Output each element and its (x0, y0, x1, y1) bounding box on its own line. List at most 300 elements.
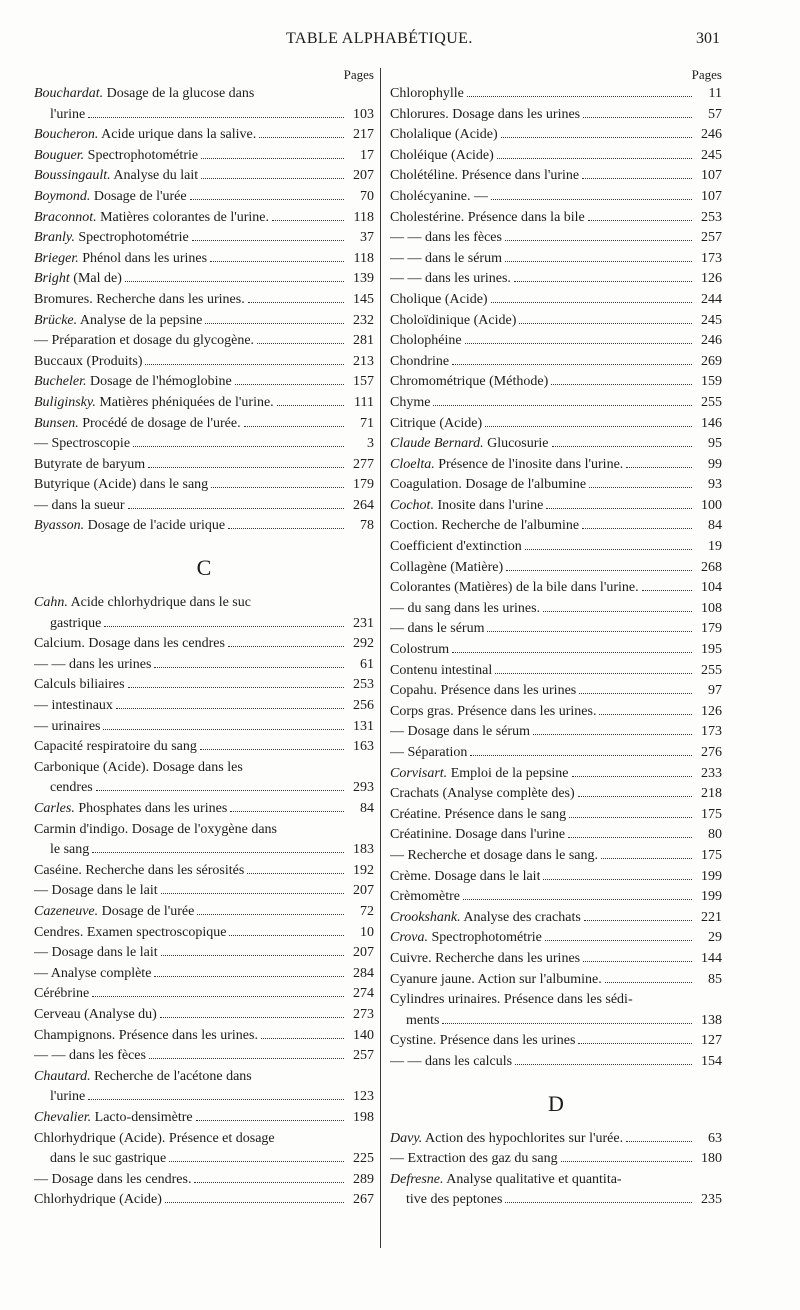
entry-description: — Préparation et dosage du glycogène. (34, 333, 255, 349)
entry-page-number: 70 (360, 188, 374, 204)
entry-text (34, 249, 207, 270)
entry-page-number: 127 (701, 1033, 722, 1049)
index-entry (390, 908, 722, 929)
dot-leader (515, 1064, 692, 1065)
dot-leader (545, 940, 692, 941)
index-entry (34, 1129, 374, 1150)
entry-page-number: 264 (353, 497, 374, 513)
entry-text (34, 696, 113, 717)
index-entry (390, 784, 722, 805)
dot-leader (169, 1161, 344, 1162)
entry-description: cendres (50, 780, 93, 796)
entry-description: Contenu intestinal (390, 662, 493, 678)
index-entry (34, 1026, 374, 1047)
entry-description: Cholique (Acide) (390, 291, 488, 307)
entry-description: Chlorures. Dosage dans les urines (390, 106, 581, 122)
entry-description: l'urine (50, 106, 86, 122)
entry-description: — urinaires (34, 718, 101, 734)
entry-description: Cendres. Examen spectroscopique (34, 924, 227, 940)
entry-page-number: 10 (360, 924, 374, 940)
entry-description: Procédé de dosage de l'urée. (78, 415, 241, 431)
entry-text (34, 655, 151, 676)
running-header (0, 26, 800, 52)
entry-author-name: Cochot. (390, 497, 434, 513)
index-entry (34, 737, 374, 758)
entry-page-number: 108 (701, 600, 722, 616)
dot-leader (104, 626, 344, 627)
entry-text (390, 414, 482, 435)
entry-description: Matières colorantes de l'urine. (96, 209, 270, 225)
entry-description: tive des peptones (406, 1192, 503, 1208)
dot-leader (501, 137, 692, 138)
entry-page-number: 255 (701, 662, 722, 678)
index-entry (390, 1011, 722, 1032)
dot-leader (467, 96, 692, 97)
entry-page-number: 126 (701, 271, 722, 287)
index-entry (34, 593, 374, 614)
index-entry (390, 269, 722, 290)
entry-page-number: 273 (353, 1006, 374, 1022)
dot-leader (194, 1182, 344, 1183)
dot-leader (584, 920, 692, 921)
entry-text (34, 269, 122, 290)
entry-description: Matières phéniquées de l'urine. (95, 394, 274, 410)
entry-text (390, 764, 569, 785)
entry-text (390, 640, 449, 661)
entry-description: Crèmomètre (390, 889, 460, 905)
entry-text (390, 887, 460, 908)
entry-text (390, 434, 549, 455)
dot-leader (103, 729, 344, 730)
dot-leader (190, 199, 344, 200)
entry-description: Collagène (Matière) (390, 559, 504, 575)
entry-page-number: 139 (353, 271, 374, 287)
entry-page-number: 159 (701, 374, 722, 390)
entry-description: Calcium. Dosage dans les cendres (34, 636, 225, 652)
index-entry (390, 84, 722, 105)
entry-author-name: Bouguer. (34, 147, 85, 163)
dot-leader (533, 734, 692, 735)
entry-description: Glucosurie (483, 436, 549, 452)
index-entry (390, 290, 722, 311)
entry-text (390, 537, 522, 558)
dot-leader (92, 852, 344, 853)
entry-text (390, 619, 484, 640)
entry-description: Dosage de la glucose dans (103, 86, 255, 101)
entry-page-number: 274 (353, 986, 374, 1002)
entry-text (50, 840, 89, 861)
entry-description: — — dans les urines (34, 656, 152, 672)
entry-description: (Mal de) (69, 271, 122, 287)
index-entry (34, 311, 374, 332)
index-entry (390, 516, 722, 537)
index-entry (34, 655, 374, 676)
index-entry (34, 778, 374, 799)
entry-text (34, 861, 244, 882)
index-entry (390, 208, 722, 229)
entry-page-number: 192 (353, 862, 374, 878)
dot-leader (642, 590, 692, 591)
entry-text (390, 990, 633, 1011)
entry-description: Bromures. Recherche dans les urines. (34, 291, 245, 307)
index-entry (390, 764, 722, 785)
index-entry (390, 928, 722, 949)
entry-description: Chlorhydrique (Acide). Présence et dosage (34, 1130, 275, 1146)
index-entry (390, 352, 722, 373)
entry-author-name: Defresne. (390, 1171, 444, 1187)
entry-author-name: Corvisart. (390, 765, 448, 781)
entry-description: Cyanure jaune. Action sur l'albumine. (390, 971, 602, 987)
index-entry (390, 311, 722, 332)
dot-leader (247, 873, 344, 874)
entry-description: Corps gras. Présence dans les urines. (390, 703, 597, 719)
dot-leader (148, 467, 344, 468)
entry-page-number: 157 (353, 374, 374, 390)
index-entry (34, 331, 374, 352)
dot-leader (261, 1038, 344, 1039)
entry-text (390, 599, 540, 620)
entry-page-number: 107 (701, 168, 722, 184)
entry-description: Chyme (390, 394, 431, 410)
entry-page-number: 257 (701, 230, 722, 246)
entry-text (390, 84, 464, 105)
dot-leader (546, 508, 692, 509)
entry-text (390, 475, 586, 496)
entry-text (390, 867, 540, 888)
entry-text (406, 1011, 439, 1032)
entry-text (390, 496, 543, 517)
entry-text (390, 970, 602, 991)
entry-page-number: 118 (353, 209, 374, 225)
entry-description: Cuivre. Recherche dans les urines (390, 950, 581, 966)
entry-page-number: 246 (701, 127, 722, 143)
index-entry (34, 269, 374, 290)
index-entry (34, 249, 374, 270)
index-entry (34, 105, 374, 126)
entry-description: Chromométrique (Méthode) (390, 374, 549, 390)
entry-text (34, 923, 226, 944)
index-entry (34, 290, 374, 311)
entry-page-number: 207 (353, 883, 374, 899)
dot-leader (505, 1202, 692, 1203)
index-entry (34, 208, 374, 229)
entry-text (34, 675, 125, 696)
dot-leader (128, 687, 344, 688)
dot-leader (116, 708, 344, 709)
index-entry (390, 558, 722, 579)
dot-leader (514, 281, 692, 282)
index-entry (34, 861, 374, 882)
entry-page-number: 138 (701, 1012, 722, 1028)
dot-leader (582, 528, 692, 529)
entry-text (390, 846, 598, 867)
entry-page-number: 19 (708, 539, 722, 555)
entry-text (34, 187, 187, 208)
entry-text (390, 146, 494, 167)
entry-text (390, 393, 430, 414)
section-letter: C (196, 555, 212, 581)
index-entry (390, 146, 722, 167)
entry-page-number: 144 (701, 950, 722, 966)
entry-text (34, 1046, 146, 1067)
entry-description: Acide chlorhydrique dans le suc (67, 595, 251, 611)
entry-text (390, 681, 576, 702)
entry-page-number: 154 (701, 1053, 722, 1069)
entry-description: Analyse de la pepsine (77, 312, 203, 328)
entry-author-name: Byasson. (34, 518, 85, 534)
dot-leader (506, 570, 692, 571)
index-entry (34, 758, 374, 779)
entry-page-number: 131 (353, 718, 374, 734)
entry-description: Chlorophylle (390, 86, 464, 101)
index-entry (390, 743, 722, 764)
entry-page-number: 289 (353, 1171, 374, 1187)
entry-description: Cylindres urinaires. Présence dans les sédi- (390, 992, 633, 1008)
entry-page-number: 97 (708, 683, 722, 699)
index-entry (34, 840, 374, 861)
dot-leader (125, 281, 344, 282)
entry-text (50, 778, 93, 799)
entry-description: — Séparation (390, 745, 468, 760)
entry-page-number: 195 (701, 642, 722, 658)
entry-description: — Recherche et dosage dans le sang. (390, 847, 598, 863)
index-entry (34, 84, 374, 105)
entry-text (390, 702, 596, 723)
dot-leader (583, 117, 692, 118)
entry-description: — — dans les urines. (390, 271, 511, 287)
entry-text (390, 290, 488, 311)
index-entry (390, 661, 722, 682)
entry-page-number: 84 (708, 518, 722, 534)
entry-description: Coction. Recherche de l'albumine (390, 518, 580, 534)
dot-leader (433, 405, 692, 406)
dot-leader (128, 508, 344, 509)
entry-page-number: 80 (708, 827, 722, 843)
entry-author-name: Boucheron. (34, 127, 99, 143)
entry-description: Copahu. Présence dans les urines (390, 683, 577, 699)
index-entry (34, 166, 374, 187)
entry-text (390, 908, 581, 929)
entry-text (34, 593, 251, 614)
entry-page-number: 118 (353, 250, 374, 266)
entry-description: Acide urique dans la salive. (98, 127, 257, 143)
dot-leader (568, 837, 692, 838)
entry-description: Buccaux (Produits) (34, 353, 143, 369)
entry-text (390, 661, 492, 682)
index-entry (34, 393, 374, 414)
entry-text (34, 1190, 162, 1211)
entry-author-name: Braconnot. (34, 209, 97, 225)
index-entry (34, 799, 374, 820)
entry-text (34, 1108, 193, 1129)
dot-leader (491, 199, 692, 200)
entry-author-name: Chevalier. (34, 1109, 92, 1125)
entry-text (34, 737, 197, 758)
entry-description: Coefficient d'extinction (390, 539, 522, 555)
entry-description: Carbonique (Acide). Dosage dans les (34, 759, 243, 775)
dot-leader (92, 996, 344, 997)
dot-leader (505, 261, 692, 262)
entry-text (390, 208, 585, 229)
entry-author-name: Brieger. (34, 250, 79, 266)
entry-description: — du sang dans les urines. (390, 600, 541, 616)
entry-page-number: 217 (353, 127, 374, 143)
entry-description: — Extraction des gaz du sang (390, 1151, 558, 1167)
dot-leader (88, 117, 344, 118)
entry-page-number: 140 (353, 1027, 374, 1043)
entry-page-number: 253 (701, 209, 722, 225)
entry-text (34, 228, 189, 249)
index-entry (390, 681, 722, 702)
dot-leader (160, 1017, 344, 1018)
dot-leader (452, 652, 692, 653)
index-entry (390, 578, 722, 599)
entry-description: Champignons. Présence dans les urines. (34, 1027, 258, 1043)
entry-author-name: Cloelta. (390, 456, 435, 472)
dot-leader (165, 1202, 344, 1203)
entry-text (50, 105, 85, 126)
entry-page-number: 145 (353, 291, 374, 307)
index-entry (390, 619, 722, 640)
dot-leader (277, 405, 344, 406)
entry-text (390, 1052, 512, 1073)
entry-description: Chondrine (390, 353, 450, 369)
entry-text (34, 717, 100, 738)
entry-page-number: 85 (708, 971, 722, 987)
dot-leader (551, 384, 692, 385)
entry-page-number: 100 (701, 497, 722, 513)
entry-text (34, 393, 274, 414)
index-entry (34, 352, 374, 373)
entry-description: Cholophéine (390, 333, 462, 349)
entry-text (34, 758, 243, 779)
entry-text (34, 1170, 191, 1191)
entry-description: Coagulation. Dosage de l'albumine (390, 477, 587, 493)
index-entry (34, 675, 374, 696)
entry-description: Action des hypochlorites sur l'urée. (422, 1130, 624, 1146)
dot-leader (442, 1023, 692, 1024)
index-entry (390, 187, 722, 208)
entry-page-number: 292 (353, 636, 374, 652)
dot-leader (228, 528, 344, 529)
dot-leader (552, 446, 692, 447)
entry-description: Carmin d'indigo. Dosage de l'oxygène dans (34, 821, 277, 837)
dot-leader (201, 178, 344, 179)
entry-description: gastrique (50, 615, 102, 631)
entry-page-number: 71 (360, 415, 374, 431)
entry-page-number: 93 (708, 477, 722, 493)
index-entry (390, 414, 722, 435)
entry-text (34, 208, 269, 229)
entry-description: Cholécyanine. — (390, 188, 488, 204)
index-entry (34, 228, 374, 249)
dot-leader (154, 667, 344, 668)
entry-text (390, 1129, 623, 1150)
index-entry (390, 249, 722, 270)
index-entry (390, 949, 722, 970)
entry-description: Cholestérine. Présence dans la bile (390, 209, 585, 225)
entry-page-number: 256 (353, 698, 374, 714)
entry-text (390, 949, 580, 970)
entry-page-number: 72 (360, 903, 374, 919)
entry-description: Analyse des crachats (460, 909, 581, 925)
index-entry (390, 1170, 722, 1191)
dot-leader (154, 976, 344, 977)
entry-description: Colostrum (390, 642, 450, 658)
entry-author-name: Cahn. (34, 595, 68, 611)
entry-description: Dosage de l'acide urique (84, 518, 226, 534)
entry-page-number: 231 (353, 615, 374, 631)
entry-page-number: 57 (708, 106, 722, 122)
entry-text (34, 146, 198, 167)
dot-leader (491, 302, 692, 303)
entry-page-number: 244 (701, 291, 722, 307)
dot-leader (205, 323, 344, 324)
entry-page-number: 245 (701, 147, 722, 163)
entry-author-name: Bucheler. (34, 374, 87, 390)
entry-description: Emploi de la pepsine (447, 765, 569, 781)
entry-page-number: 276 (701, 745, 722, 760)
entry-author-name: Chautard. (34, 1068, 91, 1084)
entry-page-number: 3 (367, 436, 374, 452)
entry-description: Choloïdinique (Acide) (390, 312, 517, 328)
entry-text (390, 331, 462, 352)
entry-text (34, 352, 142, 373)
entry-page-number: 218 (701, 786, 722, 802)
dot-leader (259, 137, 344, 138)
entry-author-name: Buliginsky. (34, 394, 96, 410)
index-entry (390, 1052, 722, 1073)
entry-author-name: Bunsen. (34, 415, 79, 431)
index-entry (390, 537, 722, 558)
index-entry (390, 887, 722, 908)
entry-page-number: 146 (701, 415, 722, 431)
entry-page-number: 78 (360, 518, 374, 534)
dot-leader (161, 893, 344, 894)
dot-leader (497, 158, 692, 159)
entry-text (34, 84, 254, 105)
entry-description: Phosphates dans les urines (74, 801, 228, 816)
dot-leader (88, 1099, 344, 1100)
entry-description: — Dosage dans le lait (34, 883, 158, 899)
dot-leader (519, 323, 692, 324)
entry-description: dans le suc gastrique (50, 1151, 167, 1167)
entry-description: — — dans les fèces (34, 1048, 146, 1064)
entry-page-number: 11 (708, 86, 722, 101)
index-entry (34, 881, 374, 902)
index-entry (390, 455, 722, 476)
entry-description: — intestinaux (34, 698, 113, 714)
index-entry (34, 634, 374, 655)
section-letter: D (548, 1090, 564, 1116)
index-entry (390, 867, 722, 888)
entry-text (34, 290, 245, 311)
index-entry (390, 434, 722, 455)
entry-text (34, 964, 151, 985)
entry-text (390, 1031, 575, 1052)
entry-text (390, 743, 467, 764)
entry-description: — dans la sueur (34, 497, 125, 513)
entry-author-name: Branly. (34, 230, 75, 246)
index-entry (390, 1129, 722, 1150)
dot-leader (228, 646, 344, 647)
dot-leader (589, 487, 692, 488)
entry-description: Recherche de l'acétone dans (90, 1068, 252, 1084)
entry-text (34, 634, 225, 655)
index-entry (390, 496, 722, 517)
index-entry (34, 125, 374, 146)
entry-author-name: Cazeneuve. (34, 903, 99, 919)
